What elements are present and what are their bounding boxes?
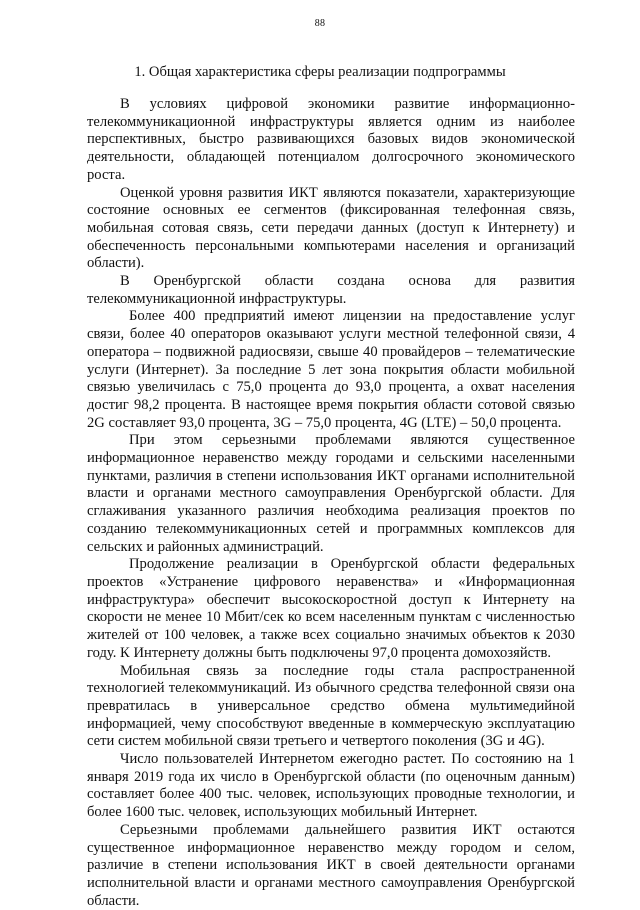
paragraph-licenses-coverage: Более 400 предприятий имеют лицензии на предоставление услуг связи, более 40 операторов оказывают услуги местной телефонной связи, 4 оператора – подвижной радиосвязи, свыше 40 провайдеров – телематические услуги (Интернет). За последние 5 лет зона покрытия области мобильной связью увеличилась с 75,0 процента до 93,0 процента, а охват населения достиг 98,2 процента. В настоящее время покрытия области сотовой связью 2G составляет 93,0 процента, 3G – 75,0 процента, 4G (LTE) – 50,0 процента. xyxy=(87,308,575,431)
paragraph-internet-users: Число пользователей Интернетом ежегодно растет. По состоянию на 1 января 2019 года их число в Оренбургской области (по оценочным данным) составляет более 400 тыс. человек, использующих проводные технологии, и более 1600 тыс. человек, использующих мобильный Интернет. xyxy=(87,751,575,821)
paragraph-digital-economy: В условиях цифровой экономики развитие информационно-телекоммуникационной инфраструктуры является одним из наиболее перспективных, быстро развивающихся базовых видов экономической деятельности, обладающей потенциалом долгосрочного экономического роста. xyxy=(87,96,575,183)
paragraph-mobile-communication: Мобильная связь за последние годы стала распространенной технологией телекоммуникаций. Из обычного средства телефонной связи она превратилась в универсальное средство обмена мультимедийной информацией, чему способствуют введенные в коммерческую эксплуатацию сети систем мобильной связи третьего и четвертого поколения (3G и 4G). xyxy=(87,662,575,750)
body-text xyxy=(87,96,575,910)
page-number: 88 xyxy=(314,18,326,29)
paragraph-ict-indicators: Оценкой уровня развития ИКТ являются показатели, характеризующие состояние основных ее сегментов (фиксированная телефонная связь, мобильная сотовая связь, сети передачи данных (доступ к Интернету) и обеспеченность персональными компьютерами населения и организаций области). xyxy=(87,184,575,272)
section-heading: 1. Общая характеристика сферы реализации подпрограммы xyxy=(134,64,506,80)
paragraph-remaining-problems: Серьезными проблемами дальнейшего развития ИКТ остаются существенное информационное неравенство между городом и селом, различие в степени использования ИКТ в своей деятельности органами исполнительной власти и органами местного самоуправления Оренбургской области. xyxy=(87,821,575,909)
paragraph-infrastructure-basis: В Оренбургской области создана основа для развития телекоммуникационной инфраструктуры. xyxy=(87,273,575,307)
paragraph-inequality-problems: При этом серьезными проблемами являются существенное информационное неравенство между городами и сельскими населенными пунктами, различия в степени использования ИКТ органами исполнительной власти и органами местного самоуправления Оренбургской области. Для сглаживания указанного различия необходима реализация проектов по созданию телекоммуникационных сетей и программных комплексов для сельских и районных администраций. xyxy=(87,432,575,555)
paragraph-federal-projects: Продолжение реализации в Оренбургской области федеральных проектов «Устранение цифрового неравенства» и «Информационная инфраструктура» обеспечит высокоскоростной доступ к Интернету на скорости не менее 10 Мбит/сек ко всем населенным пунктам с численностью жителей от 100 человек, а также всех социально значимых объектов к 2030 году. К Интернету должны быть подключены 97,0 процента домохозяйств. xyxy=(87,556,575,661)
